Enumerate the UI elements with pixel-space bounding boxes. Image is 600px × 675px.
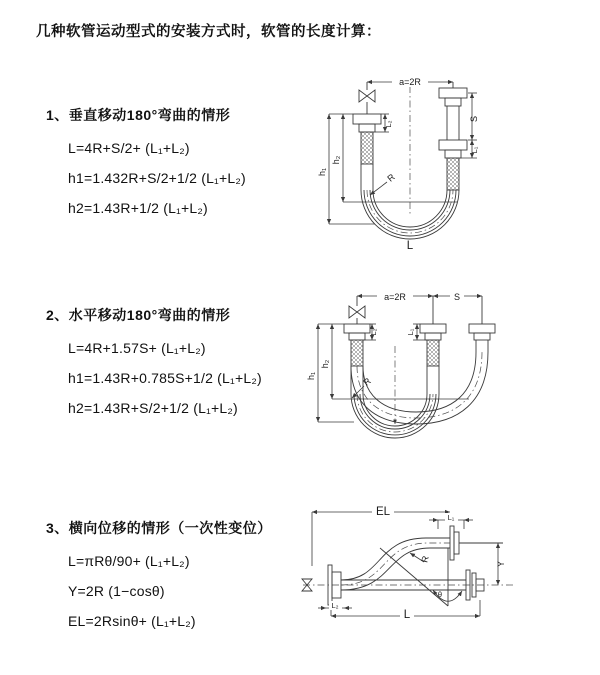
flange [445,98,461,106]
dimension-lines [318,296,482,422]
radius-leader [370,182,387,195]
formula-line: h2=1.43R+1/2 (L₁+L₂) [68,200,208,216]
flange [439,140,467,150]
diagram-vertical-180-bend [305,66,590,264]
dim-label-l2: L₂ [369,328,378,336]
flange [445,150,461,158]
dim-label-l: L [403,609,411,621]
flange [469,324,495,333]
dim-label-l1: L₁ [447,513,455,522]
flange [349,333,365,340]
dim-label-h1: h₁ [317,167,327,177]
dim-label-l1: L₁ [470,146,479,154]
dim-label-r: R [361,375,373,388]
dim-label-theta: θ [437,590,443,599]
page-title: 几种软管运动型式的安装方式时，软管的长度计算： [36,24,381,40]
dim-label-a2r: a=2R [384,292,406,302]
formula-line: h1=1.432R+S/2+1/2 (L₁+L₂) [68,170,246,186]
flange [474,333,490,340]
dim-label-h2: h₂ [320,359,330,369]
section-1-heading: 1、垂直移动180°弯曲的情形 [46,107,231,123]
section-2 [46,305,262,423]
dim-label-s: S [453,292,461,302]
diagram-horizontal-180-bend [306,282,598,462]
dim-label-r: R [385,171,397,184]
dim-label-a2r: a=2R [399,77,421,87]
flange [344,324,370,333]
diagram-lateral-displacement [298,496,600,648]
flange [425,333,441,340]
dim-label-l1: L₁ [406,328,415,336]
section-3-heading: 3、横向位移的情形（一次性变位） [46,520,272,536]
formula-line: h2=1.43R+S/2+1/2 (L₁+L₂) [68,400,238,416]
section-2-heading: 2、水平移动180°弯曲的情形 [46,307,231,323]
formula-line: Y=2R (1−cosθ) [68,583,165,599]
hose-drawing [344,296,495,438]
dimension-labels [329,504,506,621]
dim-label-el: EL [375,506,391,518]
formula-line: L=4R+S/2+ (L₁+L₂) [68,140,190,156]
dim-label-r: R [419,554,431,564]
dim-label-h1: h₁ [306,371,316,381]
formula-line: L=4R+1.57S+ (L₁+L₂) [68,340,206,356]
dim-label-y: Y [496,560,506,568]
valve-icon [359,90,375,102]
dimension-labels [306,291,464,388]
flange [454,532,459,554]
valve-icon [349,306,365,318]
flange [439,88,467,98]
hose-drawing [302,526,503,606]
section-1 [46,105,246,223]
formula-line: h1=1.43R+0.785S+1/2 (L₁+L₂) [68,370,262,386]
flange [420,324,446,333]
dim-label-l2: L₂ [331,601,339,610]
dim-label-l: L [406,240,414,252]
formula-line: L=πRθ/90+ (L₁+L₂) [68,553,190,569]
dim-label-h2: h₂ [331,155,341,165]
dim-label-l2: L₂ [384,120,393,128]
flange [359,124,375,132]
flange [353,114,381,124]
formula-line: EL=2Rsinθ+ (L₁+L₂) [68,613,196,629]
section-3 [46,518,272,636]
flange [450,526,454,560]
dim-label-s: S [469,115,479,123]
